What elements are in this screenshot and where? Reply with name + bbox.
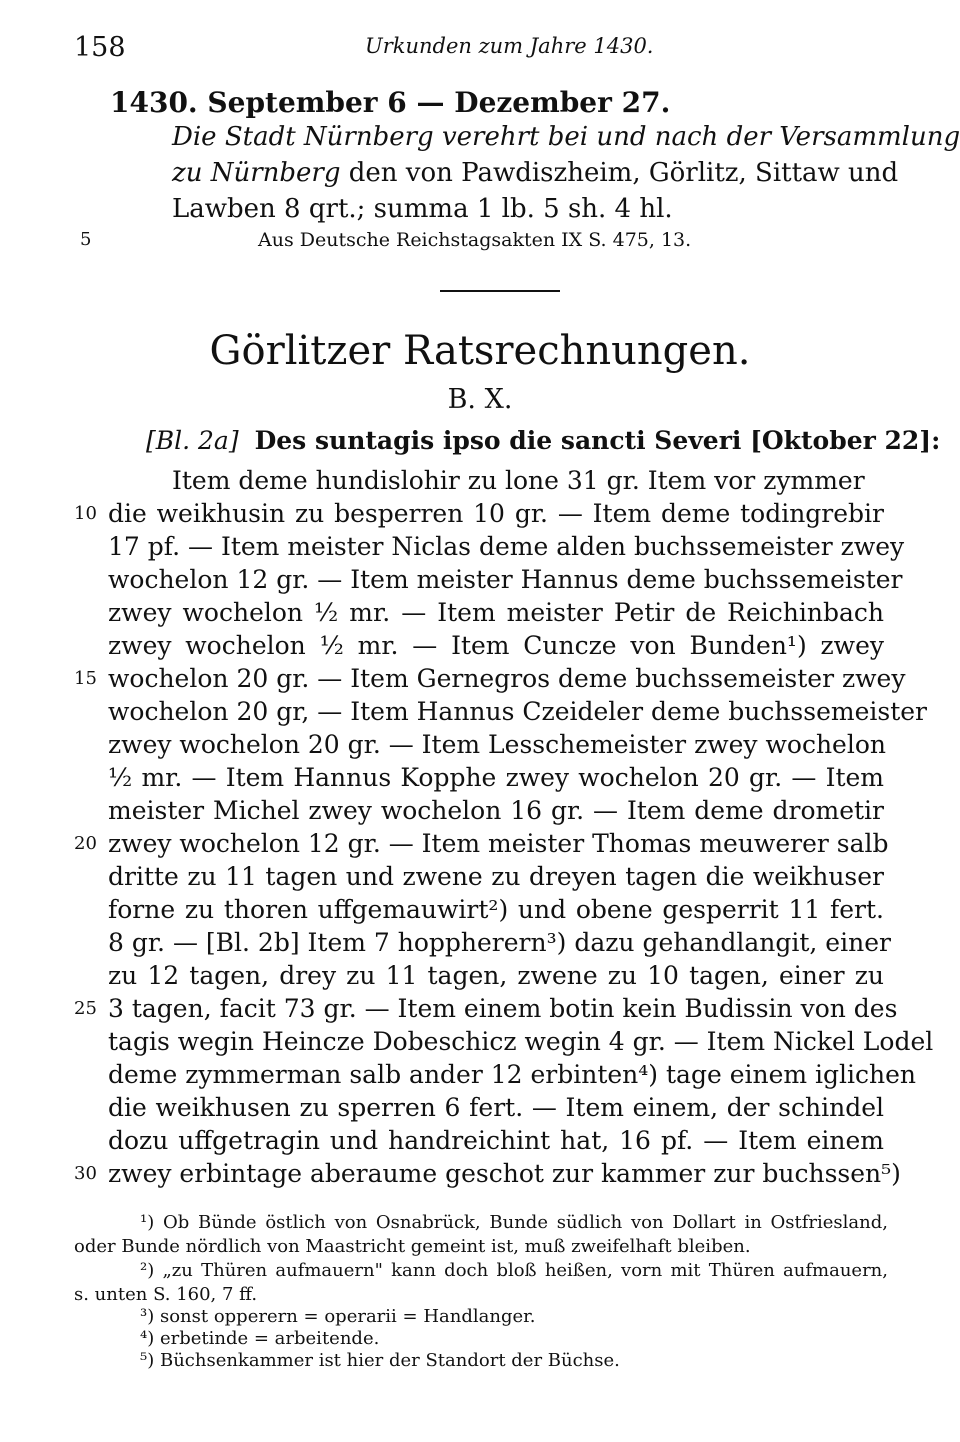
body-line-8: wochelon 20 gr, — Item Hannus Czeideler deme buchssemeister (108, 697, 928, 726)
footnote-5: ⁵) Büchsenkammer ist hier der Standort der Büchse. (140, 1350, 620, 1371)
section-divider (440, 290, 560, 292)
body-line-1: Item deme hundislohir zu lone 31 gr. Item vor zymmer (172, 466, 865, 495)
body-line-7: wochelon 20 gr. — Item Gernegros deme buchssemeister zwey (108, 664, 906, 693)
footnote-1-line-2: oder Bunde nördlich von Maastricht gemeint ist, muß zweifelhaft bleiben. (74, 1236, 751, 1257)
section-title: Görlitzer Ratsrechnungen. (209, 328, 751, 374)
body-line-18: tagis wegin Heincze Dobeschicz wegin 4 gr. — Item Nickel Lodel (108, 1027, 934, 1056)
margin-line-number-10: 10 (74, 503, 97, 524)
body-line-16: zu 12 tagen, drey zu 11 tagen, zwene zu 10 tagen, einer zu (108, 961, 884, 990)
folio-reference: [Bl. 2a] (146, 426, 239, 455)
intro-line-2-italic: zu Nürnberg (172, 158, 341, 188)
body-line-2: die weikhusin zu besperren 10 gr. — Item deme todingrebir (108, 499, 884, 528)
footnote-2-line-2: s. unten S. 160, 7 ff. (74, 1284, 258, 1305)
page-number: 158 (74, 32, 126, 63)
intro-line-2-rest: den von Pawdiszheim, Görlitz, Sittaw und (348, 158, 899, 188)
margin-line-number-5: 5 (80, 229, 92, 250)
body-line-15: 8 gr. — [Bl. 2b] Item 7 hoppherern³) dazu gehandlangit, einer (108, 928, 891, 957)
body-line-11: meister Michel zwey wochelon 16 gr. — Item deme drometir (108, 796, 884, 825)
body-line-21: dozu uffgetragin und handreichint hat, 16 pf. — Item einem (108, 1126, 884, 1155)
body-line-17: 3 tagen, facit 73 gr. — Item einem botin kein Budissin von des (108, 994, 898, 1023)
body-line-13: dritte zu 11 tagen und zwene zu dreyen tagen die weikhuser (108, 862, 884, 891)
intro-line-3: Lawben 8 qrt.; summa 1 lb. 5 sh. 4 hl. (172, 194, 673, 224)
body-line-9: zwey wochelon 20 gr. — Item Lesschemeister zwey wochelon (108, 730, 887, 759)
entry-date: 1430. September 6 — Dezember 27. (110, 86, 671, 119)
footnote-2-line-1: ²) „zu Thüren aufmauern" kann doch bloß heißen, vorn mit Thüren aufmauern, (140, 1260, 888, 1281)
body-line-5: zwey wochelon ½ mr. — Item meister Petir de Reichinbach (108, 598, 884, 627)
body-line-12: zwey wochelon 12 gr. — Item meister Thomas meuwerer salb (108, 829, 889, 858)
footnote-3: ³) sonst opperern = operarii = Handlanger. (140, 1306, 536, 1327)
body-line-10: ½ mr. — Item Hannus Kopphe zwey wochelon 20 gr. — Item (108, 763, 884, 792)
section-subtitle: B. X. (447, 384, 513, 415)
body-line-3: 17 pf. — Item meister Niclas deme alden buchssemeister zwey (108, 532, 905, 561)
intro-line-1 (172, 122, 960, 152)
body-line-4: wochelon 12 gr. — Item meister Hannus deme buchssemeister (108, 565, 903, 594)
running-title: Urkunden zum Jahre 1430. (365, 34, 654, 58)
body-line-20: die weikhusen zu sperren 6 fert. — Item einem, der schindel (108, 1093, 884, 1122)
footnote-4: ⁴) erbetinde = arbeitende. (140, 1328, 380, 1349)
body-line-6: zwey wochelon ½ mr. — Item Cuncze von Bunden¹) zwey (108, 631, 884, 660)
heading-text: Des suntagis ipso die sancti Severi [Oktober 22]: (254, 426, 941, 455)
body-line-19: deme zymmerman salb ander 12 erbinten⁴) tage einem iglichen (108, 1060, 917, 1089)
margin-line-number-30: 30 (74, 1163, 97, 1184)
body-line-14: forne zu thoren uffgemauwirt²) und obene gesperrit 11 fert. (108, 895, 884, 924)
entry-heading (146, 426, 940, 455)
body-line-22: zwey erbintage aberaume geschot zur kammer zur buchssen⁵) (108, 1159, 901, 1188)
margin-line-number-15: 15 (74, 668, 97, 689)
margin-line-number-20: 20 (74, 833, 97, 854)
footnote-1-line-1: ¹) Ob Bünde östlich von Osnabrück, Bunde südlich von Dollart in Ostfriesland, (140, 1212, 888, 1233)
source-citation: Aus Deutsche Reichstagsakten IX S. 475, 13. (258, 229, 692, 251)
intro-line-2 (172, 158, 898, 188)
intro-line-1-text: Die Stadt Nürnberg verehrt bei und nach der Versammlung (172, 122, 960, 152)
margin-line-number-25: 25 (74, 998, 97, 1019)
